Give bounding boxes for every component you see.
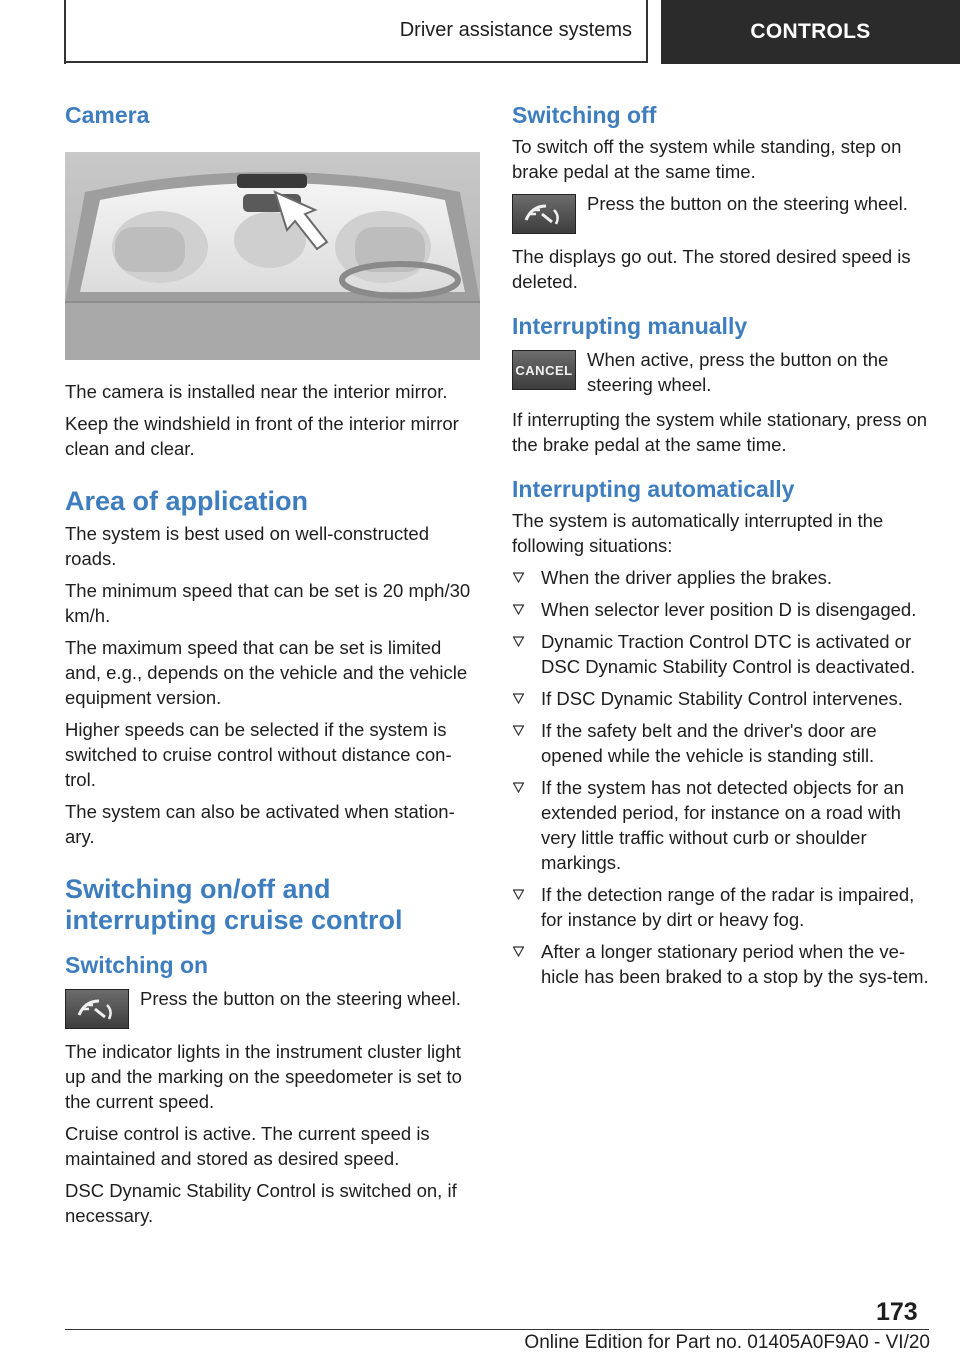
camera-text-1: The camera is installed near the interior mirror. [65, 381, 448, 402]
interrupting-manually-instruction [512, 347, 930, 397]
section-title-text: Driver assistance systems [399, 19, 632, 41]
camera-heading: Camera [65, 102, 150, 128]
area-text-5: The system can also be activated when station‐ary. [65, 801, 455, 847]
page-number: 173 [876, 1298, 918, 1326]
triangle-bullet-icon [513, 693, 524, 704]
camera-text-2: Keep the windshield in front of the interior mirror clean and clear. [65, 413, 459, 459]
switching-on-text-3: DSC Dynamic Stability Control is switched on, if necessary. [65, 1180, 457, 1226]
list-item: If DSC Dynamic Stability Control intervenes. [512, 686, 930, 711]
switching-on-heading: Switching on [65, 952, 209, 978]
left-column [65, 100, 480, 1235]
switching-on-text-2: Cruise control is active. The current speed is maintained and stored as desired speed. [65, 1123, 430, 1169]
switching-off-text-2: The displays go out. The stored desired speed is deleted. [512, 246, 911, 292]
switching-off-heading: Switching off [512, 102, 657, 128]
cancel-button-icon [512, 350, 576, 390]
interrupting-automatically-heading: Interrupting automatically [512, 476, 795, 502]
list-item: When the driver applies the brakes. [512, 565, 930, 590]
cruise-control-button-icon [65, 989, 129, 1029]
list-item: If the system has not detected objects for an extended period, for instance on a road with very little traffic without curb or shoulder markings. [512, 775, 930, 875]
interrupting-automatically-text-1: The system is automatically interrupted in the following situations: [512, 510, 884, 556]
triangle-bullet-icon [513, 604, 524, 615]
switching-on-icon-text: Press the button on the steering wheel. [140, 988, 461, 1009]
list-item: If the detection range of the radar is impaired, for instance by dirt or heavy fog. [512, 882, 930, 932]
area-text-1: The system is best used on well-constructed roads. [65, 523, 429, 569]
area-text-4: Higher speeds can be selected if the system is switched to cruise control without distance con‐trol. [65, 719, 452, 790]
list-item: When selector lever position D is disengaged. [512, 597, 930, 622]
switching-heading: Switching on/off and interrupting cruise control [65, 874, 403, 935]
right-column [512, 100, 930, 996]
triangle-bullet-icon [513, 782, 524, 793]
switching-off-text-1: To switch off the system while standing, step on brake pedal at the same time. [512, 136, 902, 182]
footer-edition: Online Edition for Part no. 01405A0F9A0 - VI/20 [524, 1332, 930, 1353]
cruise-control-button-icon-off [512, 194, 576, 234]
triangle-bullet-icon [513, 946, 524, 957]
footer-rule [65, 1329, 929, 1330]
triangle-bullet-icon [513, 572, 524, 583]
triangle-bullet-icon [513, 636, 524, 647]
interrupting-manually-icon-text: When active, press the button on the steering wheel. [587, 349, 889, 395]
area-of-application-heading: Area of application [65, 486, 309, 516]
header-chapter-tab [661, 0, 960, 64]
camera-location-illustration [65, 152, 480, 360]
triangle-bullet-icon [513, 725, 524, 736]
cruise-control-icon [75, 995, 119, 1023]
list-item: Dynamic Traction Control DTC is activated or DSC Dynamic Stability Control is deactivated. [512, 629, 930, 679]
interruption-conditions-list [512, 565, 930, 989]
switching-on-text-1: The indicator lights in the instrument cluster light up and the marking on the speedometer is set to the current speed. [65, 1041, 462, 1112]
header-section-title [66, 0, 648, 63]
interrupting-manually-text-1: If interrupting the system while stationary, press on the brake pedal at the same time. [512, 409, 928, 455]
area-text-3: The maximum speed that can be set is limited and, e.g., depends on the vehicle and the vehicle equipment version. [65, 637, 468, 708]
list-item: If the safety belt and the driver's door are opened while the vehicle is standing still. [512, 718, 930, 768]
switching-off-instruction [512, 191, 930, 234]
chapter-title-text: CONTROLS [750, 20, 871, 43]
area-text-2: The minimum speed that can be set is 20 mph/30 km/h. [65, 580, 471, 626]
interrupting-manually-heading: Interrupting manually [512, 313, 748, 339]
list-item: After a longer stationary period when the ve‐hicle has been braked to a stop by the sys‐tem. [512, 939, 930, 989]
switching-off-icon-text: Press the button on the steering wheel. [587, 193, 908, 214]
cruise-control-icon [522, 200, 566, 228]
cancel-button-label: CANCEL [515, 362, 573, 378]
triangle-bullet-icon [513, 889, 524, 900]
switching-on-instruction [65, 986, 480, 1029]
